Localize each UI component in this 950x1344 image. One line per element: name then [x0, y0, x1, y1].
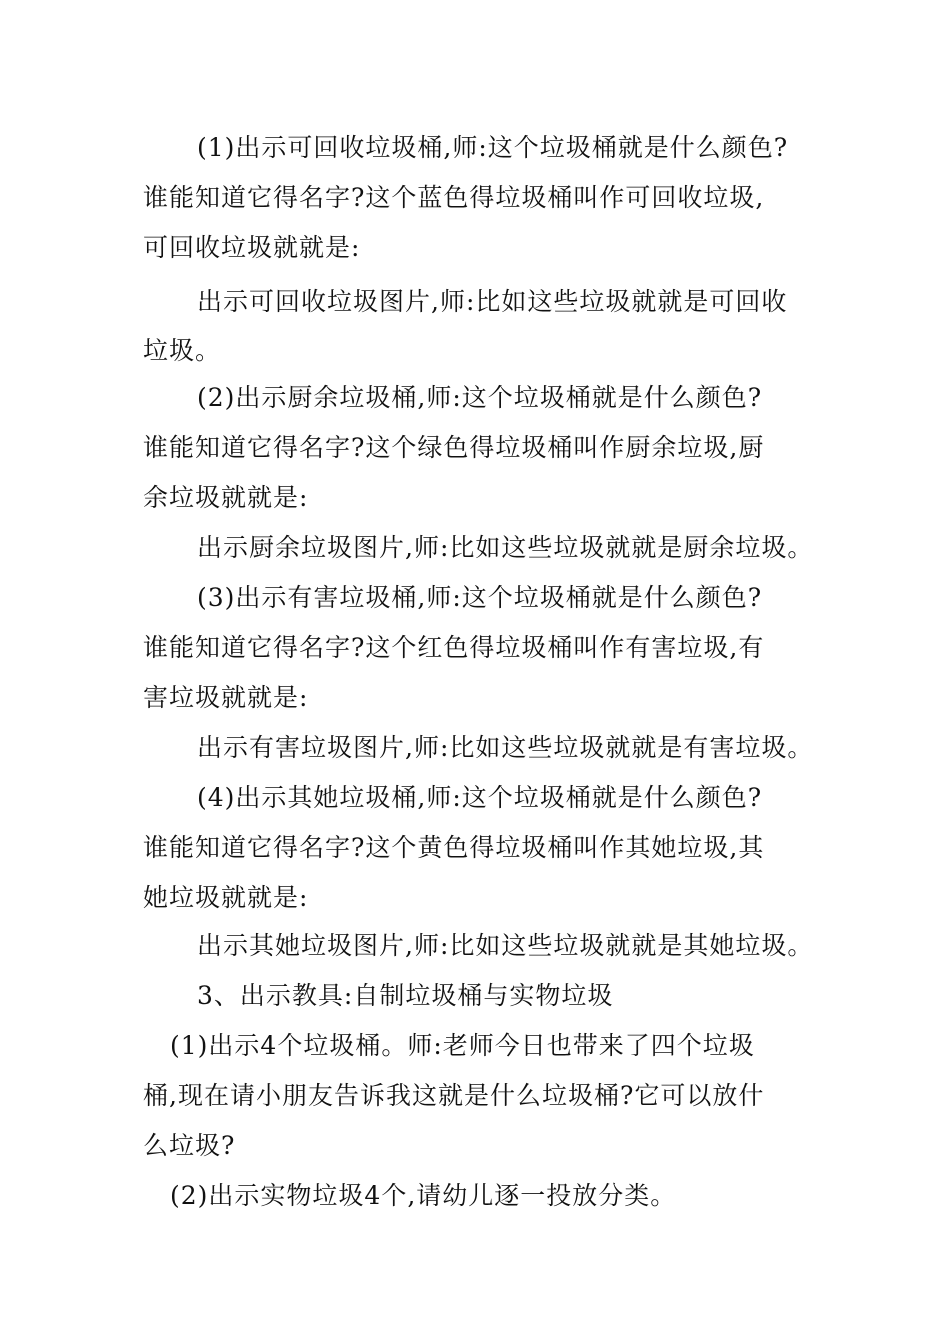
paragraph-5-line-1: (3)出示有害垃圾桶,师:这个垃圾桶就是什么颜色? — [197, 583, 763, 612]
paragraph-10-line-3: 么垃圾? — [143, 1131, 236, 1160]
paragraph-3-line-1: (2)出示厨余垃圾桶,师:这个垃圾桶就是什么颜色? — [197, 383, 763, 412]
paragraph-10-line-1: (1)出示4个垃圾桶。师:老师今日也带来了四个垃圾 — [170, 1031, 755, 1060]
paragraph-9-line-1: 3、出示教具:自制垃圾桶与实物垃圾 — [197, 981, 614, 1010]
paragraph-2-line-1: 出示可回收垃圾图片,师:比如这些垃圾就就是可回收 — [197, 287, 788, 316]
paragraph-5-line-3: 害垃圾就就是: — [143, 683, 309, 712]
paragraph-3-line-3: 余垃圾就就是: — [143, 483, 309, 512]
paragraph-7-line-3: 她垃圾就就是: — [143, 883, 309, 912]
paragraph-1-line-3: 可回收垃圾就就是: — [143, 233, 361, 262]
paragraph-6-line-1: 出示有害垃圾图片,师:比如这些垃圾就就是有害垃圾。 — [197, 733, 814, 762]
paragraph-7-line-2: 谁能知道它得名字?这个黄色得垃圾桶叫作其她垃圾,其 — [143, 833, 765, 862]
paragraph-10-line-2: 桶,现在请小朋友告诉我这就是什么垃圾桶?它可以放什 — [143, 1081, 765, 1110]
paragraph-8-line-1: 出示其她垃圾图片,师:比如这些垃圾就就是其她垃圾。 — [197, 931, 814, 960]
paragraph-1-line-1: (1)出示可回收垃圾桶,师:这个垃圾桶就是什么颜色? — [197, 133, 789, 162]
paragraph-4-line-1: 出示厨余垃圾图片,师:比如这些垃圾就就是厨余垃圾。 — [197, 533, 814, 562]
paragraph-5-line-2: 谁能知道它得名字?这个红色得垃圾桶叫作有害垃圾,有 — [143, 633, 765, 662]
paragraph-3-line-2: 谁能知道它得名字?这个绿色得垃圾桶叫作厨余垃圾,厨 — [143, 433, 765, 462]
paragraph-2-line-2: 垃圾。 — [143, 336, 222, 365]
paragraph-11-line-1: (2)出示实物垃圾4个,请幼儿逐一投放分类。 — [170, 1181, 677, 1210]
paragraph-7-line-1: (4)出示其她垃圾桶,师:这个垃圾桶就是什么颜色? — [197, 783, 763, 812]
paragraph-1-line-2: 谁能知道它得名字?这个蓝色得垃圾桶叫作可回收垃圾, — [143, 183, 765, 212]
